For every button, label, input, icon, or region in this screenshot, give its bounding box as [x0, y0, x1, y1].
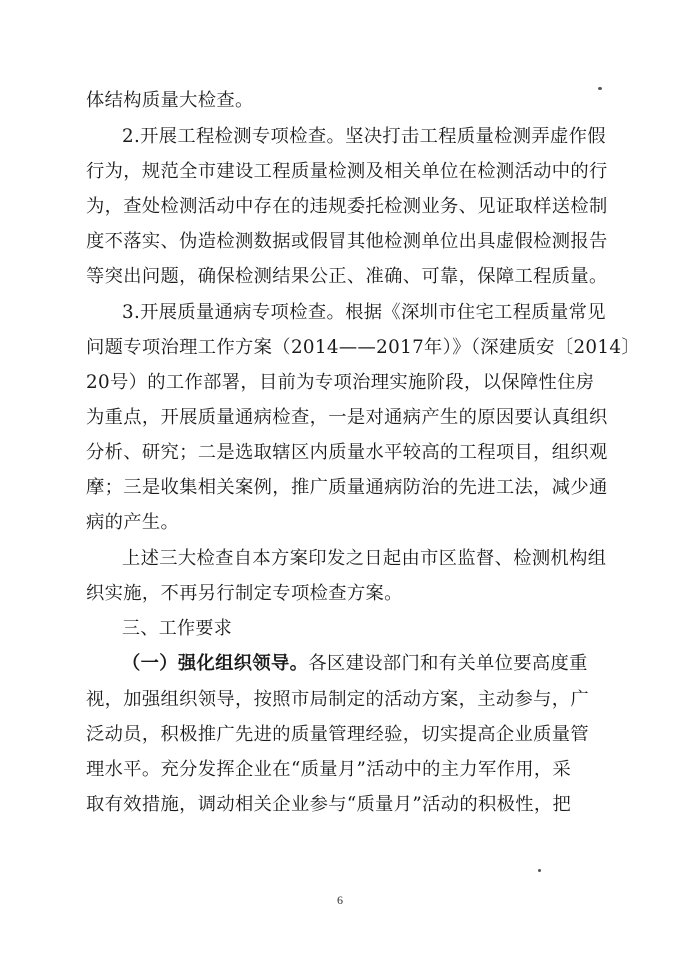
- scan-speck: [598, 87, 602, 90]
- text-line: 泛动员，积极推广先进的质量管理经验，切实提高企业质量管: [86, 724, 590, 745]
- text-line: [122, 653, 596, 675]
- section-heading: 三、工作要求: [122, 618, 233, 639]
- text-line: 理水平。充分发挥企业在“质量月”活动中的主力军作用，采: [86, 759, 572, 780]
- text-line: 取有效措施，调动相关企业参与“质量月”活动的积极性，把: [86, 794, 572, 815]
- text-line: 问题专项治理工作方案（2014——2017年）》（深建质安〔2014〕: [86, 337, 641, 358]
- text-line: 3.开展质量通病专项检查。根据《深圳市住宅工程质量常见: [122, 302, 606, 323]
- text-line: 病的产生。: [86, 512, 180, 533]
- page-number: 6: [337, 893, 343, 907]
- text-line: 分析、研究；二是选取辖区内质量水平较高的工程项目，组织观: [86, 442, 608, 463]
- text-line: 20号）的工作部署，目前为专项治理实施阶段，以保障性住房: [86, 372, 595, 393]
- text-line: 织实施，不再另行制定专项检查方案。: [86, 583, 403, 604]
- text-span: 各区建设部门和有关单位要高度重: [308, 653, 588, 674]
- text-line: 行为，规范全市建设工程质量检测及相关单位在检测活动中的行: [86, 161, 608, 182]
- text-line: 2.开展工程检测专项检查。坚决打击工程质量检测弄虚作假: [122, 126, 606, 147]
- text-line: 视，加强组织领导，按照市局制定的活动方案，主动参与，广: [86, 689, 590, 710]
- text-line: 等突出问题，确保检测结果公正、准确、可靠，保障工程质量。: [86, 266, 608, 287]
- text-line: 为重点，开展质量通病检查，一是对通病产生的原因要认真组织: [86, 407, 608, 428]
- text-line: 为，查处检测活动中存在的违规委托检测业务、见证取样送检制: [86, 196, 608, 217]
- text-line: 体结构质量大检查。: [86, 90, 254, 111]
- text-line: 摩；三是收集相关案例，推广质量通病防治的先进工法，减少通: [86, 477, 608, 498]
- text-line: 上述三大检查自本方案印发之日起由市区监督、检测机构组: [122, 548, 607, 569]
- text-line: 度不落实、伪造检测数据或假冒其他检测单位出具虚假检测报告: [86, 231, 608, 252]
- subheading: （一）强化组织领导。: [122, 653, 309, 674]
- scan-speck: [538, 869, 541, 872]
